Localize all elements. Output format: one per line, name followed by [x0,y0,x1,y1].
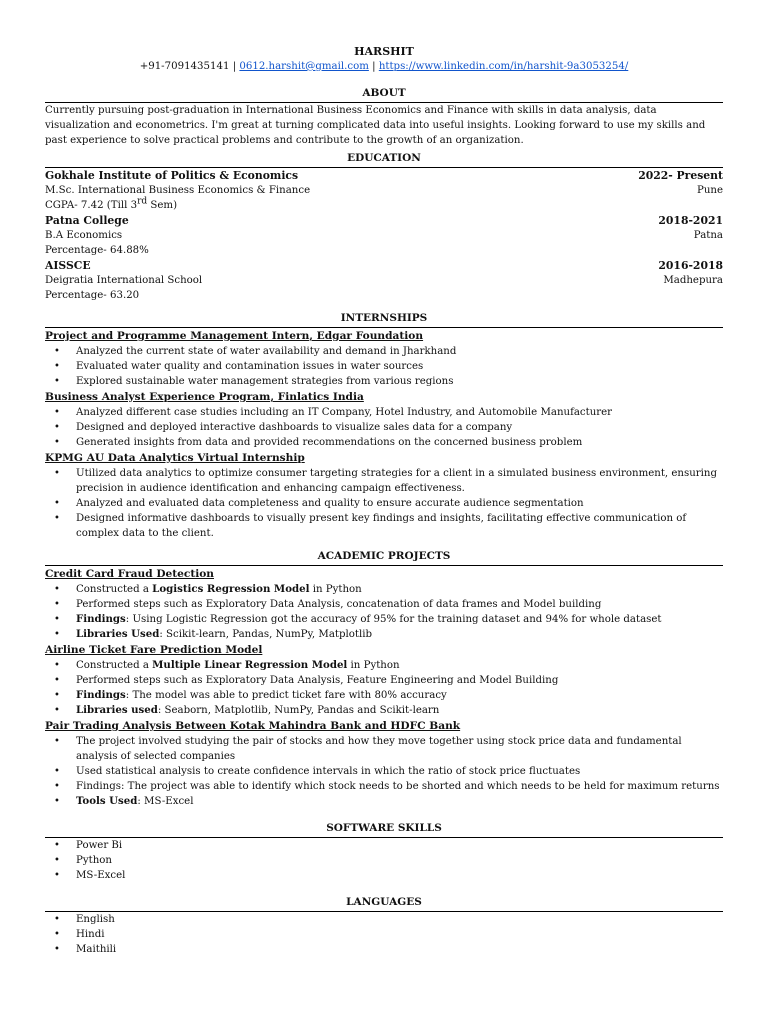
list-item: • Hindi [45,927,723,942]
resume-page [45,42,723,957]
linkedin-link[interactable]: https://www.linkedin.com/in/harshit-9a3053254/ [378,61,629,72]
education-item [45,168,723,213]
institution-name: AISSCE [45,259,91,272]
list-item: • Used statistical analysis to create confidence intervals in which the ratio of stock price fluctuates [45,764,723,779]
languages-list [45,912,723,957]
list-item: • Power Bi [45,838,723,853]
education-period: 2018-2021 [658,214,723,227]
separator: | [368,61,379,72]
software-heading: SOFTWARE SKILLS [45,821,723,838]
list-item: • Findings: The model was able to predict ticket fare with 80% accuracy [45,688,723,703]
education-period: 2022- Present [638,169,723,182]
list-item: • Analyzed the current state of water availability and demand in Jharkhand [45,344,723,359]
internship-bullets [45,405,723,450]
phone-number: +91-7091435141 [139,61,230,72]
education-period: 2016-2018 [658,259,723,272]
project-bullets [45,734,723,809]
email-link[interactable]: 0612.harshit@gmail.com [239,61,369,72]
software-list [45,838,723,883]
internships-heading: INTERNSHIPS [45,311,723,328]
institution-name: Gokhale Institute of Politics & Economics [45,169,299,182]
list-item: • Constructed a Multiple Linear Regression Model in Python [45,658,723,673]
list-item: • The project involved studying the pair of stocks and how they move together using stock price data and fundamental analysis of selected companies [45,734,723,764]
list-item: • MS-Excel [45,868,723,883]
list-item: • Designed informative dashboards to visually present key findings and insights, facilitating effective communication of complex data to the client. [45,511,723,541]
list-item: • Analyzed different case studies including an IT Company, Hotel Industry, and Automobile Manufacturer [45,405,723,420]
project-bullets [45,658,723,718]
list-item: • Findings: The project was able to identify which stock needs to be shorted and which needs to be held for maximum returns [45,779,723,794]
list-item: • Performed steps such as Exploratory Data Analysis, concatenation of data frames and Model building [45,597,723,612]
list-item: • English [45,912,723,927]
list-item: • Designed and deployed interactive dashboards to visualize sales data for a company [45,420,723,435]
candidate-name: HARSHIT [354,45,414,58]
list-item: • Libraries Used: Scikit-learn, Pandas, NumPy, Matplotlib [45,627,723,642]
list-item: • Generated insights from data and provided recommendations on the concerned business problem [45,435,723,450]
list-item: • Constructed a Logistics Regression Model in Python [45,582,723,597]
list-item: • Analyzed and evaluated data completeness and quality to ensure accurate audience segmentation [45,496,723,511]
location: Madhepura [663,275,723,286]
internship-bullets [45,344,723,389]
degree: B.A Economics [45,230,123,241]
score: Percentage- 64.88% [45,245,149,256]
location: Patna [693,230,723,241]
education-item [45,213,723,258]
contact-line [45,59,723,74]
institution-name: Patna College [45,214,129,227]
internship-title: Business Analyst Experience Program, Finlatics India [45,391,364,403]
list-item: • Evaluated water quality and contamination issues in water sources [45,359,723,374]
list-item: • Explored sustainable water management strategies from various regions [45,374,723,389]
projects-heading: ACADEMIC PROJECTS [45,549,723,566]
score: Percentage- 63.20 [45,290,140,301]
education-heading: EDUCATION [45,151,723,168]
degree: M.Sc. International Business Economics & Finance [45,185,311,196]
internship-title: Project and Programme Management Intern, Edgar Foundation [45,330,424,342]
degree: Deigratia International School [45,275,203,286]
list-item: • Python [45,853,723,868]
score: CGPA- 7.42 (Till 3rd Sem) [45,196,178,211]
education-item [45,258,723,303]
internship-bullets [45,466,723,541]
project-title: Airline Ticket Fare Prediction Model [45,644,263,656]
separator: | [229,61,240,72]
languages-heading: LANGUAGES [45,895,723,912]
project-title: Credit Card Fraud Detection [45,568,215,580]
project-bullets [45,582,723,642]
list-item: • Performed steps such as Exploratory Data Analysis, Feature Engineering and Model Building [45,673,723,688]
about-heading: ABOUT [45,86,723,103]
project-title: Pair Trading Analysis Between Kotak Mahindra Bank and HDFC Bank [45,720,461,732]
list-item: • Utilized data analytics to optimize consumer targeting strategies for a client in a simulated business environment, ensuring precision in audience identification and enhancing campaign effectiveness. [45,466,723,496]
list-item: • Libraries used: Seaborn, Matplotlib, NumPy, Pandas and Scikit-learn [45,703,723,718]
list-item: • Maithili [45,942,723,957]
list-item: • Findings: Using Logistic Regression got the accuracy of 95% for the training dataset and 94% for whole dataset [45,612,723,627]
internship-title: KPMG AU Data Analytics Virtual Internship [45,452,305,464]
location: Pune [696,185,723,196]
about-text: Currently pursuing post-graduation in International Business Economics and Finance with skills in data analysis, data visualization and econometrics. I'm great at turning complicated data into useful insights. Looking forward to use my skills and past experience to solve practical problems and contribute to the growth of an organization. [45,105,706,146]
list-item: • Tools Used: MS-Excel [45,794,723,809]
